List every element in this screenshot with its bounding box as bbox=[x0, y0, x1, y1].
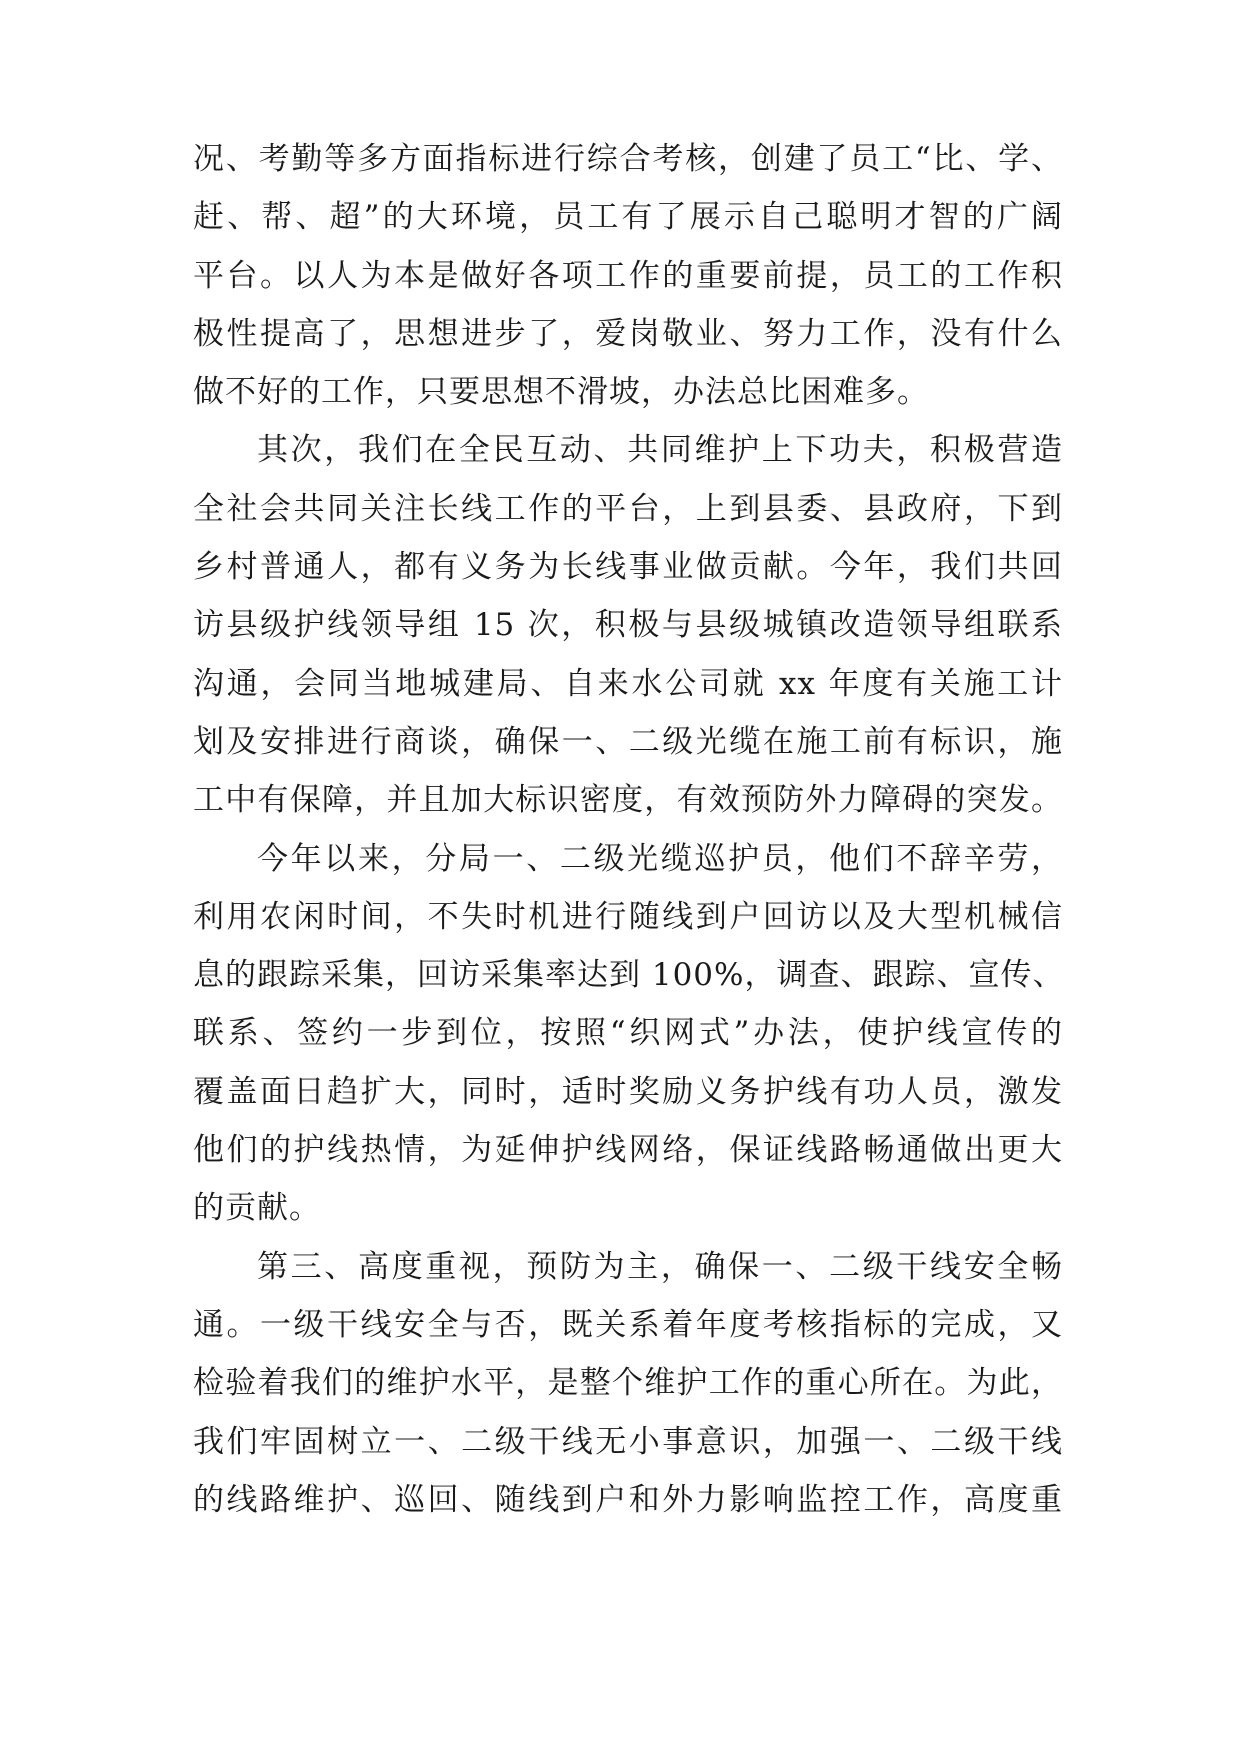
text-line: 况、考勤等多方面指标进行综合考核，创建了员工“比、学、 bbox=[193, 141, 1063, 177]
text-line: 沟通，会同当地城建局、自来水公司就 xx 年度有关施工计 bbox=[193, 665, 1063, 702]
text-line: 乡村普通人，都有义务为长线事业做贡献。今年，我们共回 bbox=[193, 549, 1063, 586]
text-line: 覆盖面日趋扩大，同时，适时奖励义务护线有功人员，激发 bbox=[193, 1073, 1063, 1110]
paragraph-first-line: 今年以来，分局一、二级光缆巡护员，他们不辞辛劳， bbox=[257, 840, 1063, 877]
text-line: 访县级护线领导组 15 次，积极与县级城镇改造领导组联系 bbox=[193, 607, 1063, 644]
text-line: 检验着我们的维护水平，是整个维护工作的重心所在。为此， bbox=[193, 1365, 1063, 1402]
text-line: 做不好的工作，只要思想不滑坡，办法总比困难多。 bbox=[193, 374, 929, 411]
text-line: 息的跟踪采集，回访采集率达到 100%，调查、跟踪、宣传、 bbox=[193, 957, 1065, 994]
text-line: 通。一级干线安全与否，既关系着年度考核指标的完成，又 bbox=[193, 1306, 1063, 1343]
text-line: 联系、签约一步到位，按照“织网式”办法，使护线宣传的 bbox=[193, 1015, 1063, 1052]
paragraph-first-line: 第三、高度重视，预防为主，确保一、二级干线安全畅 bbox=[257, 1248, 1063, 1285]
text-line: 他们的护线热情，为延伸护线网络，保证线路畅通做出更大 bbox=[193, 1132, 1063, 1169]
text-line: 平台。以人为本是做好各项工作的重要前提，员工的工作积 bbox=[193, 257, 1063, 294]
text-line: 划及安排进行商谈，确保一、二级光缆在施工前有标识，施 bbox=[193, 723, 1063, 760]
text-line: 赶、帮、超”的大环境，员工有了展示自己聪明才智的广阔 bbox=[193, 199, 1063, 236]
text-line: 的贡献。 bbox=[193, 1190, 321, 1227]
text-line: 的线路维护、巡回、随线到户和外力影响监控工作，高度重 bbox=[193, 1481, 1063, 1518]
body-text bbox=[193, 130, 1063, 1529]
text-line: 极性提高了，思想进步了，爱岗敬业、努力工作，没有什么 bbox=[193, 315, 1063, 352]
text-line: 全社会共同关注长线工作的平台，上到县委、县政府，下到 bbox=[193, 490, 1063, 527]
paragraph-first-line: 其次，我们在全民互动、共同维护上下功夫，积极营造 bbox=[257, 432, 1063, 469]
text-line: 利用农闲时间，不失时机进行随线到户回访以及大型机械信 bbox=[193, 898, 1063, 935]
text-line: 工中有保障，并且加大标识密度，有效预防外力障碍的突发。 bbox=[193, 782, 1063, 819]
text-line: 我们牢固树立一、二级干线无小事意识，加强一、二级干线 bbox=[193, 1423, 1063, 1460]
